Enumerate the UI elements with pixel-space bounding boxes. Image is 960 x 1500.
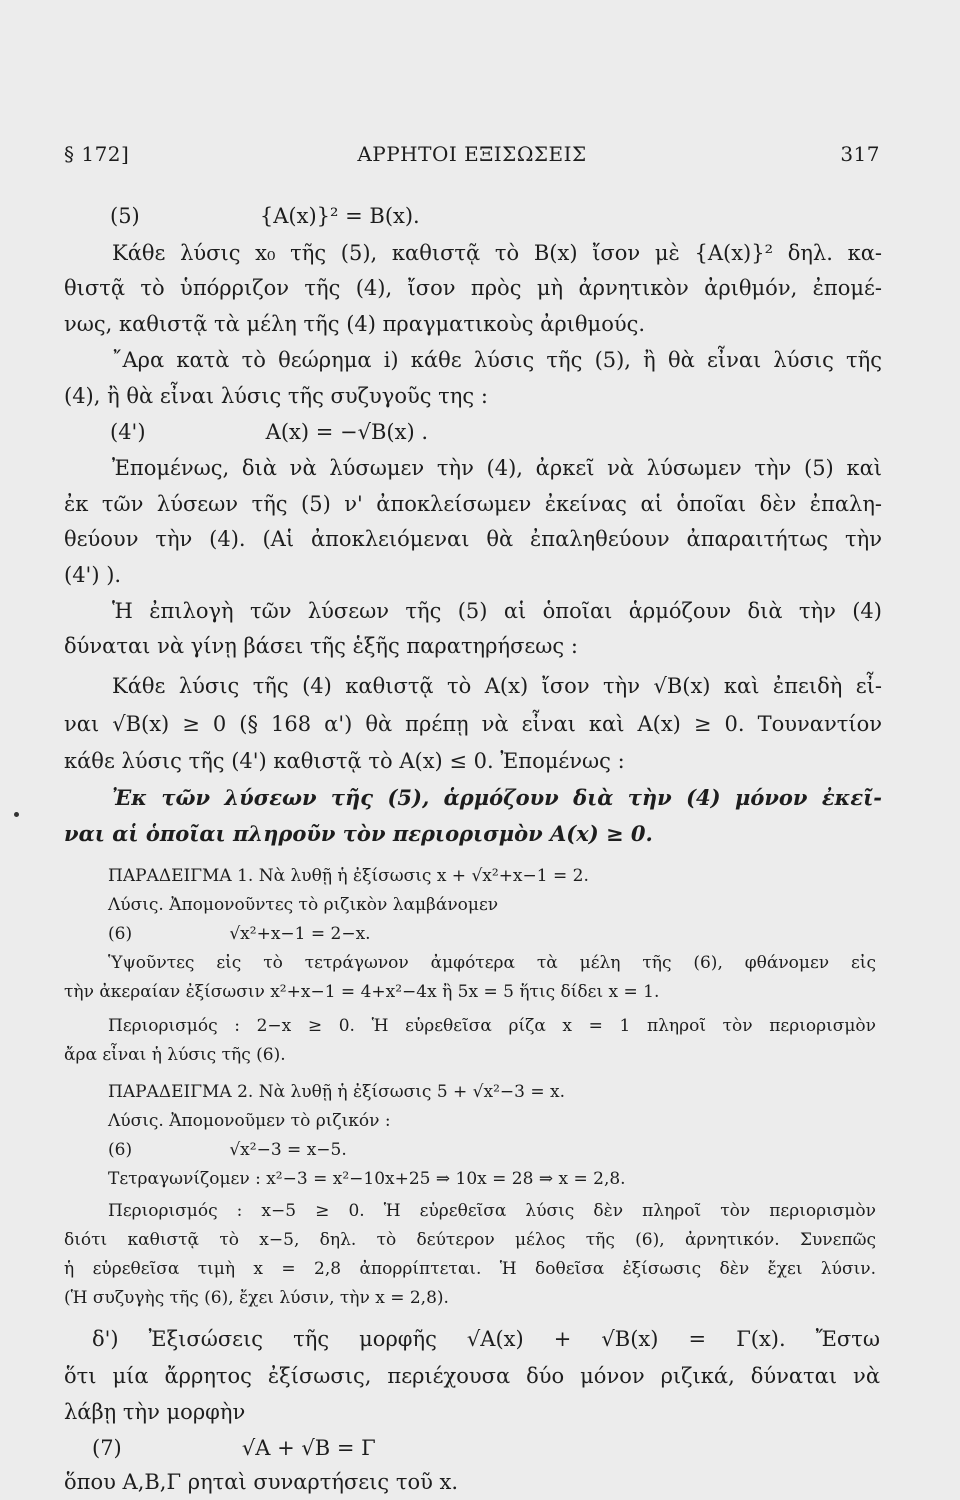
text-line: λάβῃ τὴν μορφὴν (64, 1400, 246, 1424)
text-line: Λύσις. Ἀπομονοῦντες τὸ ριζικὸν λαμβάνομεν (108, 895, 499, 915)
text-line: τὴν ἀκεραίαν ἐξίσωσιν x²+x−1 = 4+x²−4x ἢ 5x = 5 ἥτις δίδει x = 1. (64, 982, 660, 1002)
text-line: ἡ εὑρεθεῖσα τιμὴ x = 2,8 ἀπορρίπτεται. Ἡ δοθεῖσα ἐξίσωσις δὲν ἔχει λύσιν. (64, 1259, 876, 1279)
margin-mark (14, 812, 19, 817)
emphasized-rule: Ἐκ τῶν λύσεων τῆς (5), ἁρμόζουν διὰ τὴν (4) μόνον ἐκεῖ- (112, 785, 882, 810)
text-line: (4), ἢ θὰ εἶναι λύσις τῆς συζυγοῦς της : (64, 384, 488, 408)
emphasized-rule: ναι αἱ ὁποῖαι πληροῦν τὸν περιορισμὸν A(x) ≥ 0. (64, 821, 653, 846)
equation-5: (5) {A(x)}² = B(x). (110, 204, 420, 228)
text-line: νως, καθιστᾷ τὰ μέλη τῆς (4) πραγματικοὺς ἀριθμούς. (64, 312, 646, 336)
text-line: ὅπου A,B,Γ ρηταὶ συναρτήσεις τοῦ x. (64, 1470, 459, 1494)
page-header (64, 142, 880, 172)
example-2-heading: ΠΑΡΑΔΕΙΓΜΑ 2. Νὰ λυθῇ ἡ ἐξίσωσις 5 + √x²−3 = x. (108, 1082, 566, 1102)
text-line: ἄρα εἶναι ἡ λύσις τῆς (6). (64, 1045, 286, 1065)
section-reference: § 172] (64, 142, 130, 166)
equation-7: (7) √A + √B = Γ (92, 1436, 376, 1460)
text-line: θεύουν τὴν (4). (Αἱ ἀποκλειόμεναι θὰ ἐπαληθεύουν ἀπαραιτήτως τὴν (64, 527, 882, 551)
text-line: Ἡ ἐπιλογὴ τῶν λύσεων τῆς (5) αἱ ὁποῖαι ἁρμόζουν διὰ τὴν (4) (112, 599, 882, 623)
page-number: 317 (840, 142, 880, 166)
text-line: Τετραγωνίζομεν : x²−3 = x²−10x+25 ⇒ 10x = 28 ⇒ x = 2,8. (108, 1169, 626, 1189)
chapter-title: ΑΡΡΗΤΟΙ ΕΞΙΣΩΣΕΙΣ (357, 142, 587, 166)
text-line: Κάθε λύσις τῆς (4) καθιστᾷ τὸ A(x) ἴσον τὴν √B(x) καὶ ἐπειδὴ εἶ- (112, 674, 882, 698)
text-line: κάθε λύσις τῆς (4') καθιστᾷ τὸ A(x) ≤ 0. Ἐπομένως : (64, 749, 625, 773)
equation-4-prime: (4') A(x) = −√B(x) . (110, 420, 429, 444)
text-line: Κάθε λύσις x₀ τῆς (5), καθιστᾷ τὸ B(x) ἴσον μὲ {A(x)}² δηλ. κα- (112, 241, 882, 265)
text-line: (4') ). (64, 563, 122, 587)
text-line: ῎Αρα κατὰ τὸ θεώρημα i) κάθε λύσις τῆς (5), ἢ θὰ εἶναι λύσις τῆς (112, 348, 882, 372)
equation-6: (6) √x²+x−1 = 2−x. (108, 924, 371, 944)
text-line: δύναται νὰ γίνῃ βάσει τῆς ἑξῆς παρατηρήσεως : (64, 634, 578, 658)
text-line: θιστᾷ τὸ ὑπόρριζον τῆς (4), ἴσον πρὸς μὴ ἀρνητικὸν ἀριθμόν, ἐπομέ- (64, 276, 882, 300)
example-1-heading: ΠΑΡΑΔΕΙΓΜΑ 1. Νὰ λυθῇ ἡ ἐξίσωσις x + √x²+x−1 = 2. (108, 866, 589, 886)
text-line: Ἐπομένως, διὰ νὰ λύσωμεν τὴν (4), ἀρκεῖ νὰ λύσωμεν τὴν (5) καὶ (112, 456, 882, 480)
section-d-heading: δ') Ἐξισώσεις τῆς μορφῆς √A(x) + √B(x) = Γ(x). Ἔστω (92, 1327, 880, 1351)
text-line: ὅτι μία ἄρρητος ἐξίσωσις, περιέχουσα δύο μόνον ριζικά, δύναται νὰ (64, 1364, 880, 1388)
text-line: ναι √B(x) ≥ 0 (§ 168 α') θὰ πρέπῃ νὰ εἶναι καὶ A(x) ≥ 0. Τουναντίον (64, 712, 882, 736)
text-line: ἐκ τῶν λύσεων τῆς (5) ν' ἀποκλείσωμεν ἐκείνας αἱ ὁποῖαι δὲν ἐπαλη- (64, 492, 882, 516)
text-line: Περιορισμός : x−5 ≥ 0. Ἡ εὑρεθεῖσα λύσις δὲν πληροῖ τὸν περιορισμὸν (108, 1201, 876, 1221)
text-line: (Ἡ συζυγὴς τῆς (6), ἔχει λύσιν, τὴν x = 2,8). (64, 1288, 449, 1308)
text-line: Λύσις. Ἀπομονοῦμεν τὸ ριζικόν : (108, 1111, 391, 1131)
text-line: Ὑψοῦντες εἰς τὸ τετράγωνον ἀμφότερα τὰ μέλη τῆς (6), φθάνομεν εἰς (108, 953, 876, 973)
text-line: διότι καθιστᾷ τὸ x−5, δηλ. τὸ δεύτερον μέλος τῆς (6), ἀρνητικόν. Συνεπῶς (64, 1230, 876, 1250)
equation-6: (6) √x²−3 = x−5. (108, 1140, 347, 1160)
text-line: Περιορισμός : 2−x ≥ 0. Ἡ εὑρεθεῖσα ρίζα x = 1 πληροῖ τὸν περιορισμὸν (108, 1016, 876, 1036)
